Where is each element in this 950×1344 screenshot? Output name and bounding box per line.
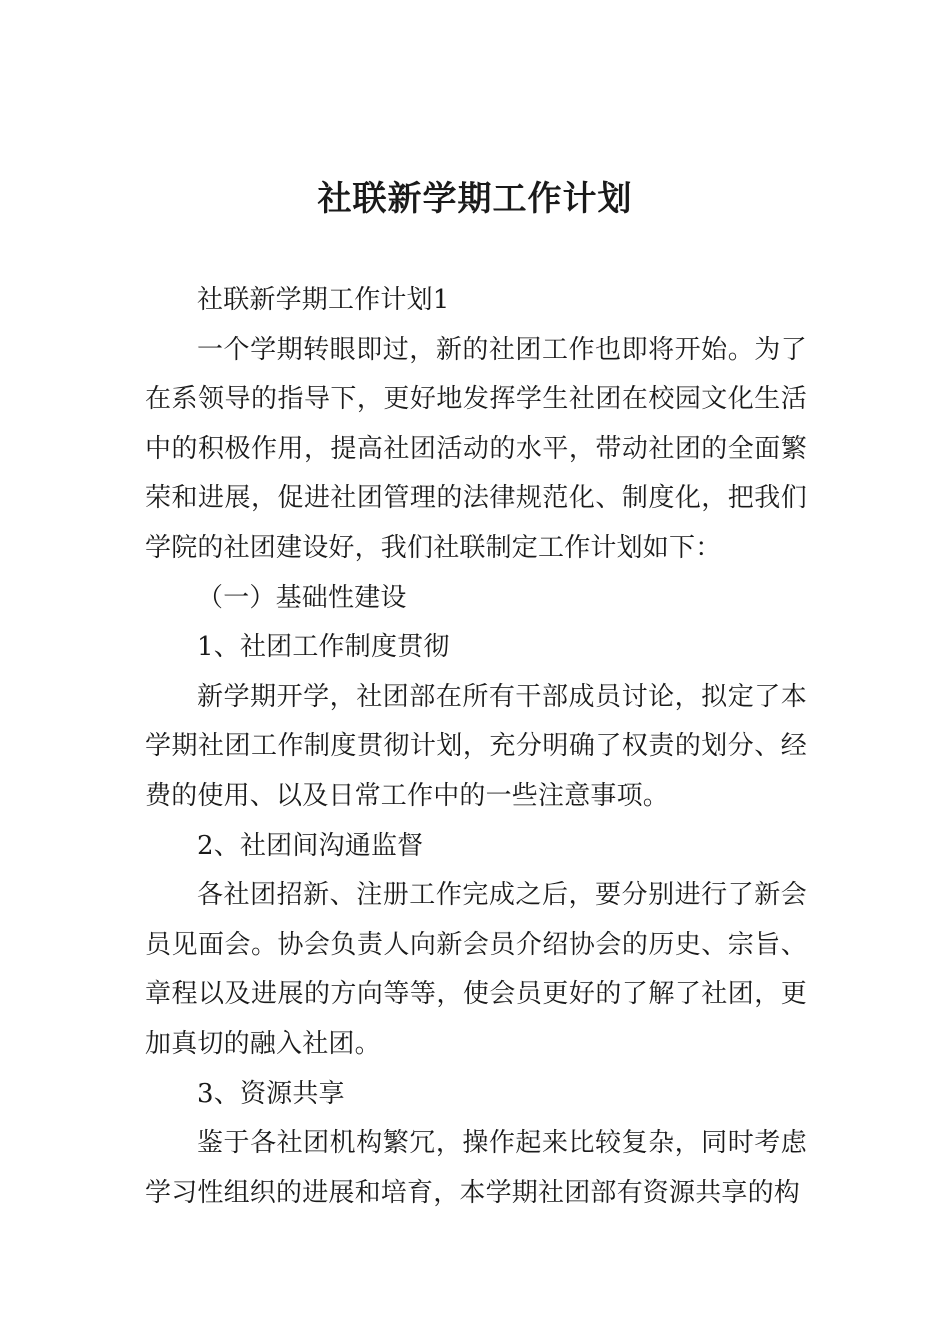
paragraph-resource-sharing: 鉴于各社团机构繁冗，操作起来比较复杂，同时考虑学习性组织的进展和培育，本学期社团部有资源共享的构 — [145, 1128, 807, 1208]
heading-resource-sharing: 3、资源共享 — [197, 1078, 345, 1109]
paragraph-intro: 一个学期转眼即过，新的社团工作也即将开始。为了在系领导的指导下，更好地发挥学生社团在校园文化生活中的积极作用，提高社团活动的水平，带动社团的全面繁荣和进展，促进社团管理的法律规范化、制度化，把我们学院的社团建设好，我们社联制定工作计划如下： — [145, 334, 807, 563]
paragraph-system-implementation: 新学期开学，社团部在所有干部成员讨论，拟定了本学期社团工作制度贯彻计划，充分明确了权责的划分、经费的使用、以及日常工作中的一些注意事项。 — [145, 681, 807, 811]
heading-basic-construction: （一）基础性建设 — [197, 582, 407, 613]
heading-system-implementation: 1、社团工作制度贯彻 — [197, 632, 450, 663]
document-title: 社联新学期工作计划 — [317, 179, 633, 219]
section-subtitle: 社联新学期工作计划1 — [197, 285, 450, 315]
heading-communication-supervision: 2、社团间沟通监督 — [197, 830, 424, 861]
document-body — [145, 276, 807, 1218]
paragraph-communication-supervision: 各社团招新、注册工作完成之后，要分别进行了新会员见面会。协会负责人向新会员介绍协会的历史、宗旨、章程以及进展的方向等等，使会员更好的了解了社团，更加真切的融入社团。 — [145, 880, 807, 1059]
